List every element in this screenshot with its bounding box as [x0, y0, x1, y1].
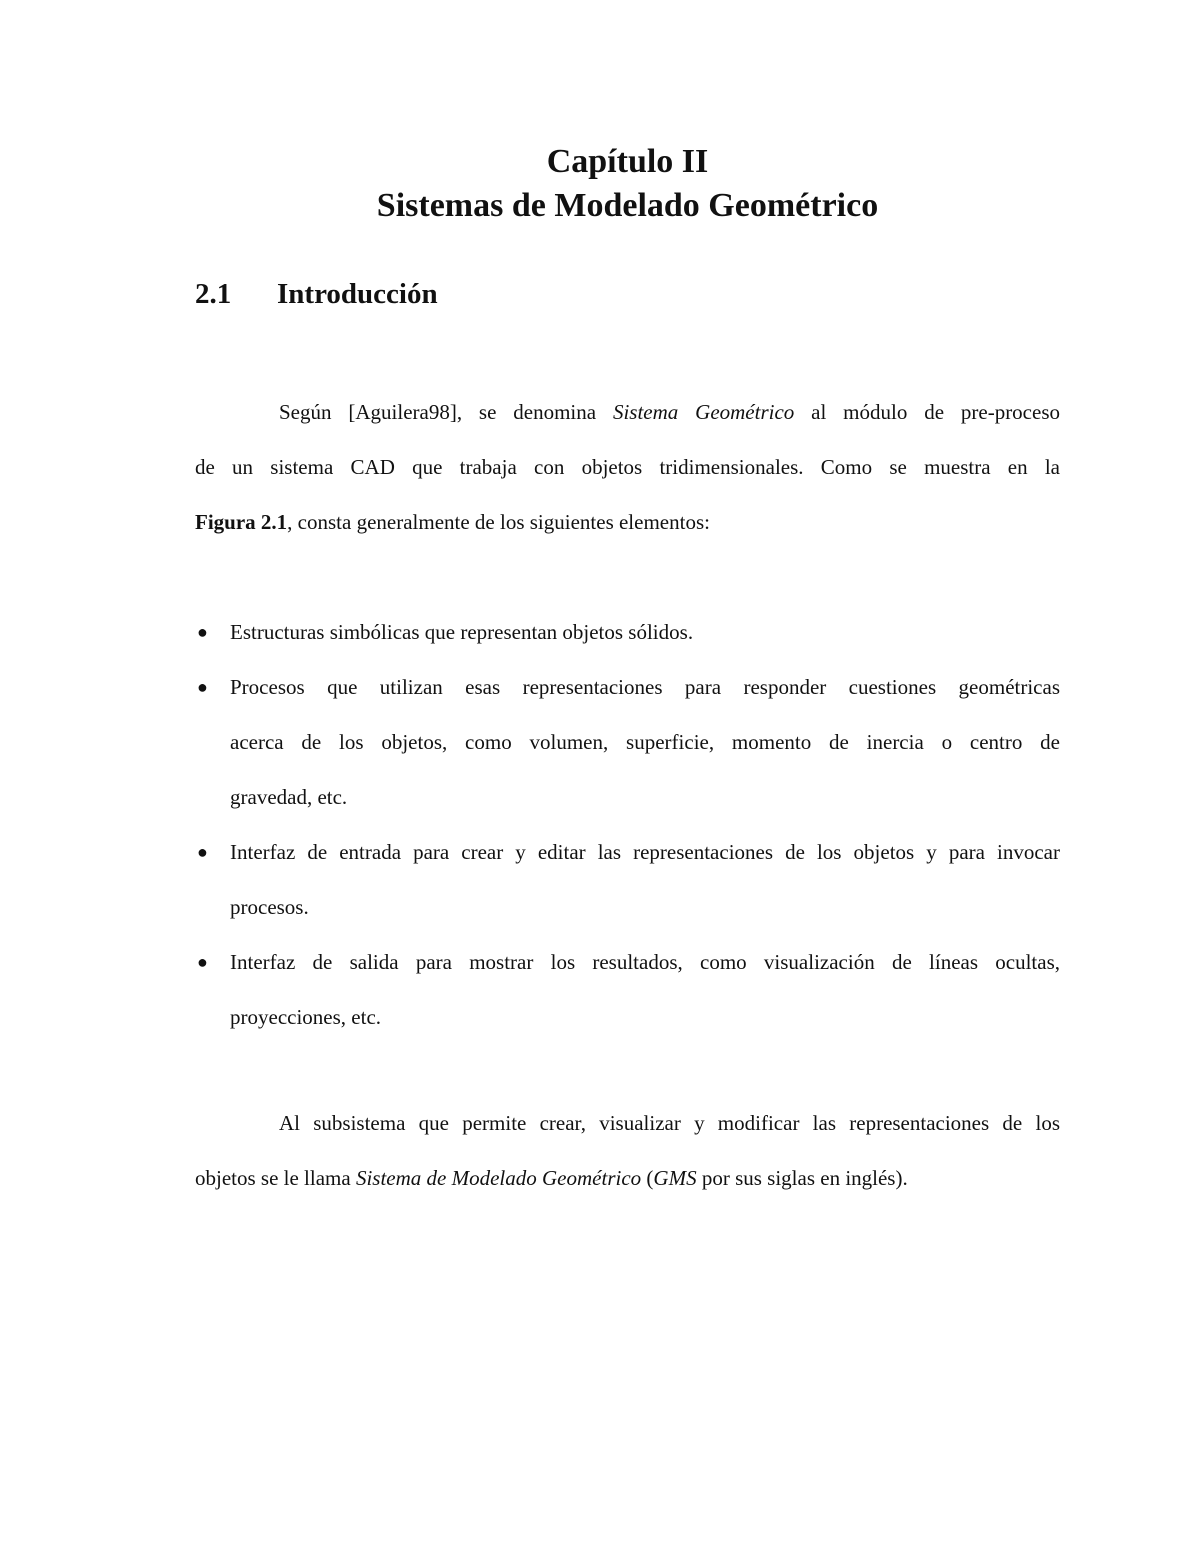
elements-list	[195, 605, 1060, 1045]
figure-reference: Figura 2.1	[195, 510, 288, 534]
paragraph-line: de un sistema CAD que trabaja con objetos tridimensionales. Como se muestra en la	[195, 455, 1060, 479]
list-item-line: Interfaz de entrada para crear y editar las representaciones de los objetos y para invocar	[230, 840, 1060, 864]
text-run: (	[641, 1166, 654, 1190]
paragraph-line	[195, 495, 1060, 550]
paragraph-line: Al subsistema que permite crear, visualizar y modificar las representaciones de los	[279, 1111, 1060, 1135]
italic-term: Sistema Geométrico	[612, 400, 795, 424]
list-item-line: procesos.	[230, 895, 309, 919]
chapter-heading	[195, 140, 1060, 228]
list-item	[195, 825, 1060, 935]
text-run: por sus siglas en inglés).	[696, 1166, 908, 1190]
paragraph-line	[195, 385, 1060, 440]
list-item-line: Estructuras simbólicas que representan objetos sólidos.	[230, 620, 694, 644]
list-item-line: Procesos que utilizan esas representaciones para responder cuestiones geométricas	[230, 675, 1060, 699]
section-title: Introducción	[277, 278, 438, 310]
list-item	[195, 605, 1060, 660]
bullet-icon: ●	[197, 952, 208, 972]
intro-paragraph	[195, 385, 1060, 550]
list-item	[195, 935, 1060, 1045]
text-run: objetos se le llama	[195, 1166, 356, 1190]
section-number: 2.1	[195, 278, 232, 310]
gms-paragraph	[195, 1096, 1060, 1206]
text-run: Según [Aguilera98], se denomina	[279, 400, 613, 424]
list-item-line: acerca de los objetos, como volumen, superficie, momento de inercia o centro de	[230, 730, 1060, 754]
section-heading	[195, 276, 438, 312]
list-item-line: proyecciones, etc.	[230, 1005, 382, 1029]
list-item-line: gravedad, etc.	[230, 785, 348, 809]
text-run: al módulo de pre-proceso	[794, 400, 1061, 424]
bullet-icon: ●	[197, 842, 208, 862]
list-item	[195, 660, 1060, 825]
text-run: , consta generalmente de los siguientes elementos:	[287, 510, 710, 534]
chapter-title: Sistemas de Modelado Geométrico	[376, 187, 879, 224]
list-item-line: Interfaz de salida para mostrar los resultados, como visualización de líneas ocultas,	[230, 950, 1060, 974]
italic-term: Sistema de Modelado Geométrico	[355, 1166, 642, 1190]
italic-term: GMS	[653, 1166, 697, 1190]
paragraph-line	[195, 1151, 1060, 1206]
bullet-icon: ●	[197, 677, 208, 697]
chapter-label: Capítulo II	[546, 143, 709, 180]
bullet-icon: ●	[197, 622, 208, 642]
